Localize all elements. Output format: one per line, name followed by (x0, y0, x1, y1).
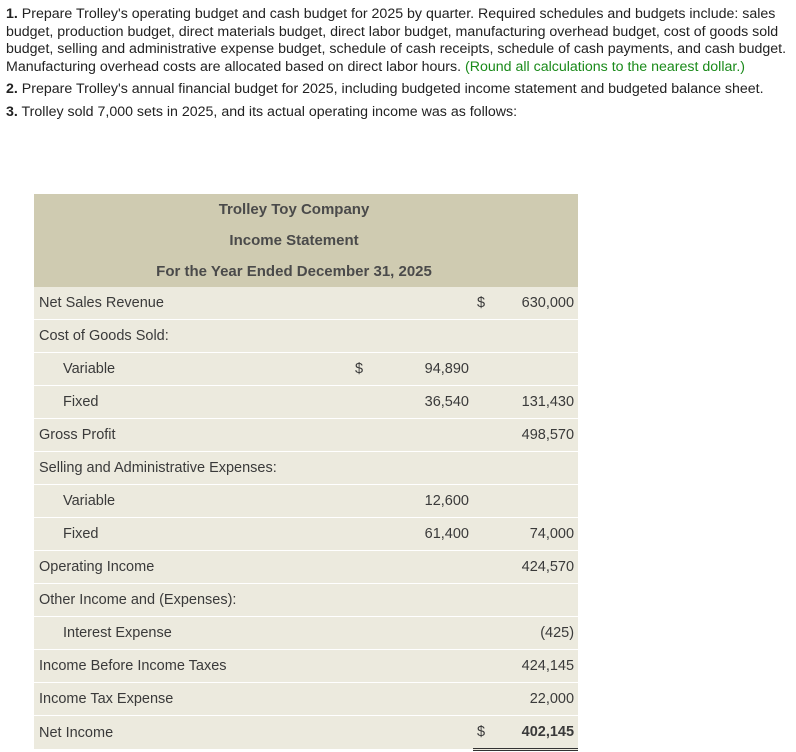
net-income-amount: 402,145 (498, 716, 578, 750)
table-row (34, 650, 578, 683)
row-label: Net Income (34, 716, 349, 750)
table-row (34, 716, 578, 750)
total-amount: 131,430 (498, 386, 578, 419)
row-label: Income Before Income Taxes (34, 650, 349, 683)
detail-amount: 61,400 (374, 518, 473, 551)
table-row (34, 683, 578, 716)
table-row (34, 287, 578, 320)
income-statement-table (34, 194, 578, 751)
instruction-2-number: 2. (6, 81, 18, 97)
table-row (34, 617, 578, 650)
instruction-1-text: Prepare Trolley's operating budget and cash budget for 2025 by quarter. Required schedules and budgets include: sales budget, production budget, direct materials budget, direct labor budget, manufacturing overhead budget, cost of goods sold budget, selling and administrative expense budget, schedule of cash receipts, schedule of cash payments, and cash budget. Manufacturing overhead costs are allocated based on direct labor hours. (6, 6, 787, 75)
instruction-2 (6, 81, 788, 99)
total-amount: 424,570 (498, 551, 578, 584)
total-amount: 74,000 (498, 518, 578, 551)
instruction-2-text: Prepare Trolley's annual financial budget for 2025, including budgeted income statement and budgeted balance sheet. (21, 81, 764, 97)
row-label: Variable (34, 485, 349, 518)
company-name: Trolley Toy Company (218, 201, 370, 218)
table-row (34, 551, 578, 584)
row-label: Income Tax Expense (34, 683, 349, 716)
total-amount: 424,145 (498, 650, 578, 683)
row-label: Interest Expense (34, 617, 349, 650)
currency-symbol: $ (473, 716, 498, 750)
detail-amount: 94,890 (374, 353, 473, 386)
header-company-row (34, 194, 578, 225)
table-row (34, 320, 578, 353)
row-label: Operating Income (34, 551, 349, 584)
total-amount: 498,570 (498, 419, 578, 452)
table-row (34, 353, 578, 386)
total-amount: 630,000 (498, 287, 578, 320)
rounding-note: (Round all calculations to the nearest dollar.) (465, 58, 745, 75)
row-label: Other Income and (Expenses): (34, 584, 349, 617)
detail-amount: 36,540 (374, 386, 473, 419)
instruction-3 (6, 104, 788, 122)
detail-amount: 12,600 (374, 485, 473, 518)
table-row (34, 485, 578, 518)
statement-period: For the Year Ended December 31, 2025 (156, 263, 432, 280)
row-label: Net Sales Revenue (34, 287, 349, 320)
table-row (34, 386, 578, 419)
table-row (34, 584, 578, 617)
currency-symbol: $ (349, 353, 374, 386)
row-label: Fixed (34, 518, 349, 551)
row-label: Cost of Goods Sold: (34, 320, 349, 353)
instruction-1 (6, 6, 788, 76)
instruction-1-number: 1. (6, 6, 18, 22)
currency-symbol: $ (473, 287, 498, 320)
table-row (34, 452, 578, 485)
statement-title: Income Statement (229, 232, 359, 249)
table-row (34, 518, 578, 551)
header-period-row (34, 256, 578, 287)
table-row (34, 419, 578, 452)
instruction-3-number: 3. (6, 103, 18, 120)
total-amount: (425) (498, 617, 578, 650)
instruction-3-text: Trolley sold 7,000 sets in 2025, and its actual operating income was as follows: (21, 103, 518, 120)
row-label: Selling and Administrative Expenses: (34, 452, 349, 485)
row-label: Fixed (34, 386, 349, 419)
instructions (6, 6, 788, 126)
row-label: Gross Profit (34, 419, 349, 452)
row-label: Variable (34, 353, 349, 386)
total-amount: 22,000 (498, 683, 578, 716)
header-title-row (34, 225, 578, 256)
